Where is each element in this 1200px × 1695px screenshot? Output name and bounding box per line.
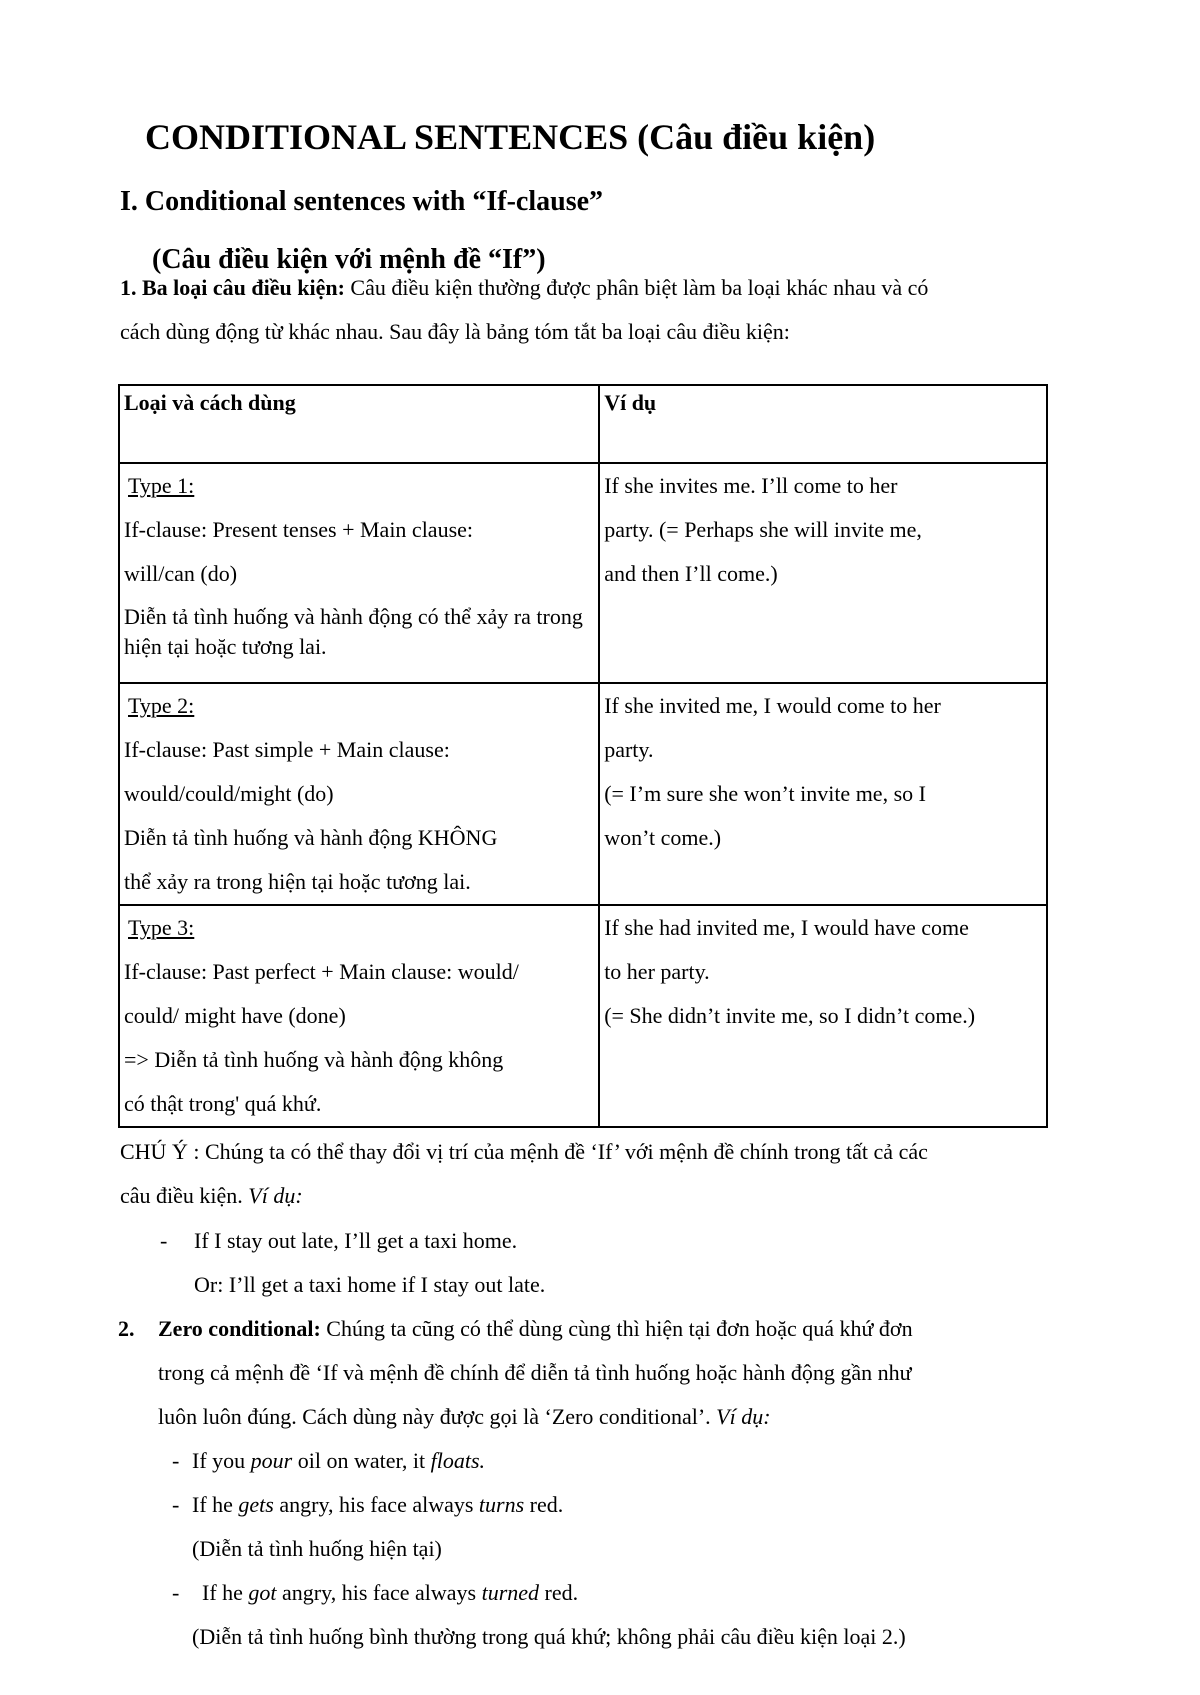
zero-example1 xyxy=(192,1439,1072,1483)
zero-example3-verb1: got xyxy=(248,1580,277,1605)
zero-example1-a: If you xyxy=(192,1448,251,1473)
type3-usage-line2: could/ might have (done) xyxy=(124,1003,346,1028)
section-subheading: (Câu điều kiện với mệnh đề “If”) xyxy=(152,244,546,275)
type3-description-line1: => Diễn tả tình huống và hành động không xyxy=(124,1047,504,1072)
part2-line1-text: Chúng ta cũng có thể dùng cùng thì hiện tại đơn hoặc quá khứ đơn xyxy=(320,1316,913,1341)
type2-example-cell xyxy=(599,683,1047,905)
zero-example1-verb1: pour xyxy=(250,1448,293,1473)
table-row xyxy=(119,463,1047,683)
table-row xyxy=(119,905,1047,1127)
part2-line1 xyxy=(158,1307,1078,1351)
zero-example3 xyxy=(202,1571,1072,1615)
type2-usage-line2: would/could/might (do) xyxy=(124,781,334,806)
zero-example3-e: red. xyxy=(539,1580,579,1605)
zero-example2-note: (Diễn tả tình huống hiện tại) xyxy=(192,1536,442,1561)
type2-example-line4: won’t come.) xyxy=(604,825,722,850)
type3-example-line3: (= She didn’t invite me, so I didn’t come.) xyxy=(604,1003,976,1028)
type2-usage-line1: If-clause: Past simple + Main clause: xyxy=(124,737,450,762)
zero-example2-verb1: gets xyxy=(238,1492,274,1517)
part2-number: 2. xyxy=(118,1316,135,1341)
type3-example-cell xyxy=(599,905,1047,1127)
part1-intro xyxy=(120,266,1080,310)
zero-example3-a: If he xyxy=(202,1580,249,1605)
type2-usage-cell xyxy=(119,683,599,905)
example-dash: - xyxy=(172,1448,180,1473)
note-bullet: - xyxy=(160,1228,168,1253)
part2-example-label: Ví dụ: xyxy=(716,1404,771,1429)
zero-example3-note: (Diễn tả tình huống bình thường trong quá khứ; không phải câu điều kiện loại 2.) xyxy=(192,1624,906,1649)
type1-description: Diễn tả tình huống và hành động có thể xảy ra trong hiện tại hoặc tương lai. xyxy=(124,604,583,659)
type2-description-line1: Diễn tả tình huống và hành động KHÔNG xyxy=(124,825,498,850)
zero-example2-e: red. xyxy=(524,1492,564,1517)
zero-example1-verb2: floats. xyxy=(430,1448,486,1473)
type3-usage-line1: If-clause: Past perfect + Main clause: would/ xyxy=(124,959,519,984)
type2-example-line1: If she invited me, I would come to her xyxy=(604,693,941,718)
type1-usage-cell xyxy=(119,463,599,683)
zero-example3-c: angry, his face always xyxy=(276,1580,482,1605)
example-dash: - xyxy=(172,1492,180,1517)
type2-label: Type 2: xyxy=(128,693,195,718)
type1-example-line3: and then I’ll come.) xyxy=(604,561,778,586)
zero-example1-c: oil on water, it xyxy=(292,1448,431,1473)
note-line2 xyxy=(120,1174,1080,1218)
type1-example-line2: party. (= Perhaps she will invite me, xyxy=(604,517,922,542)
zero-example2 xyxy=(192,1483,1072,1527)
zero-example3-verb2: turned xyxy=(481,1580,540,1605)
page-title: CONDITIONAL SENTENCES (Câu điều kiện) xyxy=(145,117,876,157)
type2-description-line2: thể xảy ra trong hiện tại hoặc tương lai. xyxy=(124,869,471,894)
section-heading: I. Conditional sentences with “If-clause” xyxy=(120,186,604,217)
zero-example2-verb2: turns xyxy=(478,1492,525,1517)
type1-example-line1: If she invites me. I’ll come to her xyxy=(604,473,898,498)
type3-usage-cell xyxy=(119,905,599,1127)
type1-example-cell xyxy=(599,463,1047,683)
part2-line3-text: luôn luôn đúng. Cách dùng này được gọi là ‘Zero conditional’. xyxy=(158,1404,717,1429)
part2-line3 xyxy=(158,1395,1078,1439)
type3-example-line1: If she had invited me, I would have come xyxy=(604,915,969,940)
part1-label: 1. Ba loại câu điều kiện: xyxy=(120,275,345,300)
table-header-usage: Loại và cách dùng xyxy=(119,385,599,463)
type1-usage-line1: If-clause: Present tenses + Main clause: xyxy=(124,517,474,542)
note-line1: CHÚ Ý : Chúng ta có thể thay đổi vị trí của mệnh đề ‘If’ với mệnh đề chính trong tất cả các xyxy=(120,1139,928,1164)
zero-example2-a: If he xyxy=(192,1492,239,1517)
table-header-example: Ví dụ xyxy=(599,385,1047,463)
example-dash: - xyxy=(172,1580,180,1605)
type1-usage-line2: will/can (do) xyxy=(124,561,238,586)
type1-label: Type 1: xyxy=(128,473,195,498)
type3-example-line2: to her party. xyxy=(604,959,710,984)
note-line2-text: câu điều kiện. xyxy=(120,1183,249,1208)
note-example1: If I stay out late, I’ll get a taxi home. xyxy=(194,1228,518,1253)
note-example2: Or: I’ll get a taxi home if I stay out late. xyxy=(194,1272,546,1297)
part1-text-line1: Câu điều kiện thường được phân biệt làm ba loại khác nhau và có xyxy=(344,275,929,300)
note-example-label: Ví dụ: xyxy=(248,1183,303,1208)
type3-label: Type 3: xyxy=(128,915,195,940)
type3-description-line2: có thật trong' quá khứ. xyxy=(124,1091,322,1116)
part2-line2: trong cả mệnh đề ‘If và mệnh đề chính để diễn tả tình huống hoặc hành động gần như xyxy=(158,1360,912,1385)
table-row xyxy=(119,683,1047,905)
type2-example-line2: party. xyxy=(604,737,654,762)
zero-example2-c: angry, his face always xyxy=(273,1492,479,1517)
part2-label: Zero conditional: xyxy=(158,1316,321,1341)
part1-intro-line2: cách dùng động từ khác nhau. Sau đây là bảng tóm tắt ba loại câu điều kiện: xyxy=(120,319,790,344)
table-header-row xyxy=(119,385,1047,463)
conditional-table xyxy=(118,384,1048,1128)
type2-example-line3: (= I’m sure she won’t invite me, so I xyxy=(604,781,926,806)
